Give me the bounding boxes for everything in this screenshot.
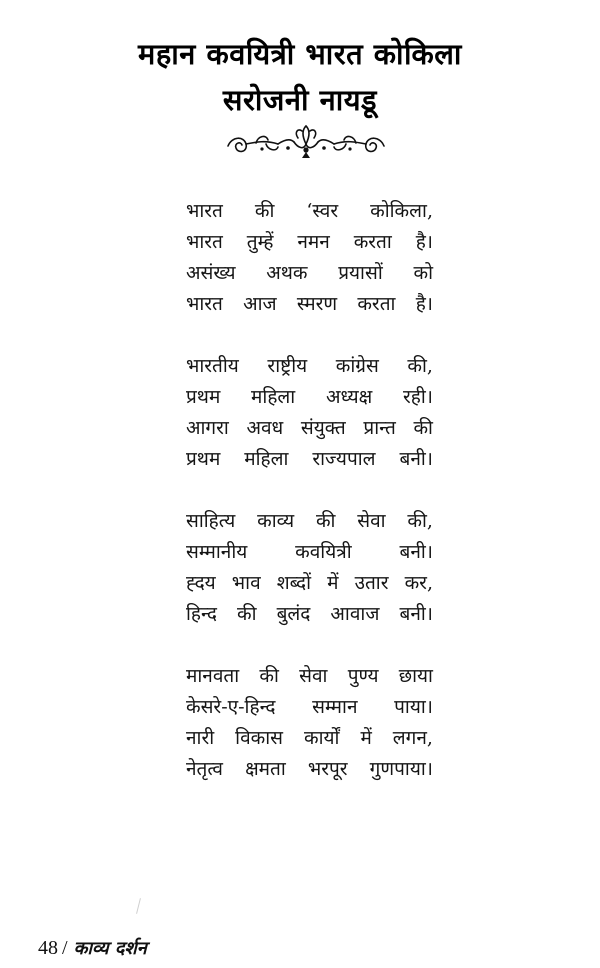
poem-word: क्षमता (245, 758, 286, 780)
poem-word: पाया। (394, 696, 433, 718)
poem-word: असंख्य (186, 262, 236, 284)
poem-word: कार्यों (303, 727, 340, 749)
stanza (186, 351, 433, 475)
poem-word: करता (353, 231, 392, 253)
poem-line (186, 692, 433, 723)
poem-line (186, 599, 433, 630)
poem-word: में (327, 572, 339, 594)
poem-word: उतार (354, 572, 389, 594)
poem-word: नारी (186, 727, 215, 749)
poem-word: पुण्य (347, 665, 379, 687)
poem-word: की (259, 665, 279, 687)
poem-line (186, 754, 433, 785)
poem-word: रही। (402, 386, 433, 408)
poem-word: नमन (297, 231, 330, 253)
poem-word: भारत (186, 293, 223, 315)
poem-word: छाया (398, 665, 433, 687)
poem-word: की, (407, 355, 433, 377)
poem-word: की (237, 603, 257, 625)
poem-word: की (315, 510, 336, 532)
poem-word: कर, (404, 572, 433, 594)
poem-word: विकास (235, 727, 283, 749)
poem-word: शब्दों (276, 572, 311, 594)
poem-word: प्रयासों (338, 262, 383, 284)
page-speck (136, 898, 141, 914)
poem-word: सम्मान (312, 696, 358, 718)
poem-title-line-2: सरोजनी नायडू (222, 83, 378, 117)
poem-word: ‘स्वर (306, 200, 339, 222)
page-number: 48 (38, 937, 58, 959)
poem-title-line-1: महान कवयित्री भारत कोकिला (138, 37, 462, 71)
poem-line (186, 258, 433, 289)
poem-word: भारत (186, 231, 223, 253)
poem-word: करता (357, 293, 396, 315)
poem-word: सेवा (357, 510, 386, 532)
poem-word: संयुक्त (300, 417, 346, 439)
poem-word: बुलंद (276, 603, 311, 625)
poem-word: अध्यक्ष (325, 386, 373, 408)
poem-line (186, 723, 433, 754)
poem-word: महिला (251, 386, 296, 408)
poem-body (186, 196, 433, 785)
poem-word: मानवता (186, 665, 240, 687)
poem-word: भरपूर (307, 758, 348, 780)
poem-word: लगन, (392, 727, 433, 749)
poem-word: सेवा (299, 665, 328, 687)
poem-word: बनी। (399, 448, 433, 470)
poem-word: अथक (266, 262, 308, 284)
poem-word: राज्यपाल (312, 448, 376, 470)
poem-word: भारत (186, 200, 223, 222)
poem-word: कांग्रेस (335, 355, 379, 377)
book-title: काव्य दर्शन (73, 938, 147, 959)
poem-word: हिन्द (186, 603, 217, 625)
poem-word: अवध (246, 417, 284, 439)
poem-line (186, 382, 433, 413)
poem-word: प्रथम (186, 448, 221, 470)
stanza (186, 506, 433, 630)
poem-line (186, 351, 433, 382)
poem-word: काव्य (257, 510, 295, 532)
poem-line (186, 413, 433, 444)
poem-word: बनी। (399, 603, 433, 625)
poem-word: बनी। (399, 541, 433, 563)
poem-word: कवयित्री (295, 541, 352, 563)
poem-word: आवाज (330, 603, 380, 625)
poem-word: है। (415, 293, 433, 315)
poem-word: की (413, 417, 433, 439)
poem-line (186, 537, 433, 568)
poem-line (186, 444, 433, 475)
poem-word: है। (415, 231, 433, 253)
poem-line (186, 227, 433, 258)
poem-word: ह्दय (186, 572, 216, 594)
poem-line (186, 506, 433, 537)
poem-word: महिला (244, 448, 289, 470)
stanza (186, 661, 433, 785)
footer-separator: / (62, 937, 68, 959)
poem-word: आज (243, 293, 277, 315)
ornamental-divider-icon (222, 122, 390, 160)
page-footer (38, 935, 147, 960)
poem-word: की (254, 200, 275, 222)
poem-word: केसरे-ए-हिन्द (186, 696, 276, 718)
poem-word: साहित्य (186, 510, 236, 532)
poem-word: राष्ट्रीय (267, 355, 308, 377)
poem-word: भारतीय (186, 355, 239, 377)
poem-word: की, (407, 510, 433, 532)
poem-word: को (413, 262, 433, 284)
poem-word: गुणपाया। (369, 758, 433, 780)
stanza (186, 196, 433, 320)
poem-line (186, 661, 433, 692)
poem-word: भाव (231, 572, 261, 594)
poem-word: नेतृत्व (186, 758, 223, 780)
poem-word: आगरा (186, 417, 229, 439)
poem-line (186, 568, 433, 599)
poem-line (186, 196, 433, 227)
poem-word: प्रथम (186, 386, 221, 408)
poem-word: कोकिला, (370, 200, 433, 222)
poem-line (186, 289, 433, 320)
poem-word: प्रान्त (363, 417, 396, 439)
poem-word: स्मरण (296, 293, 338, 315)
poem-word: सम्मानीय (186, 541, 248, 563)
poem-word: में (360, 727, 372, 749)
poem-word: तुम्हें (246, 231, 274, 253)
